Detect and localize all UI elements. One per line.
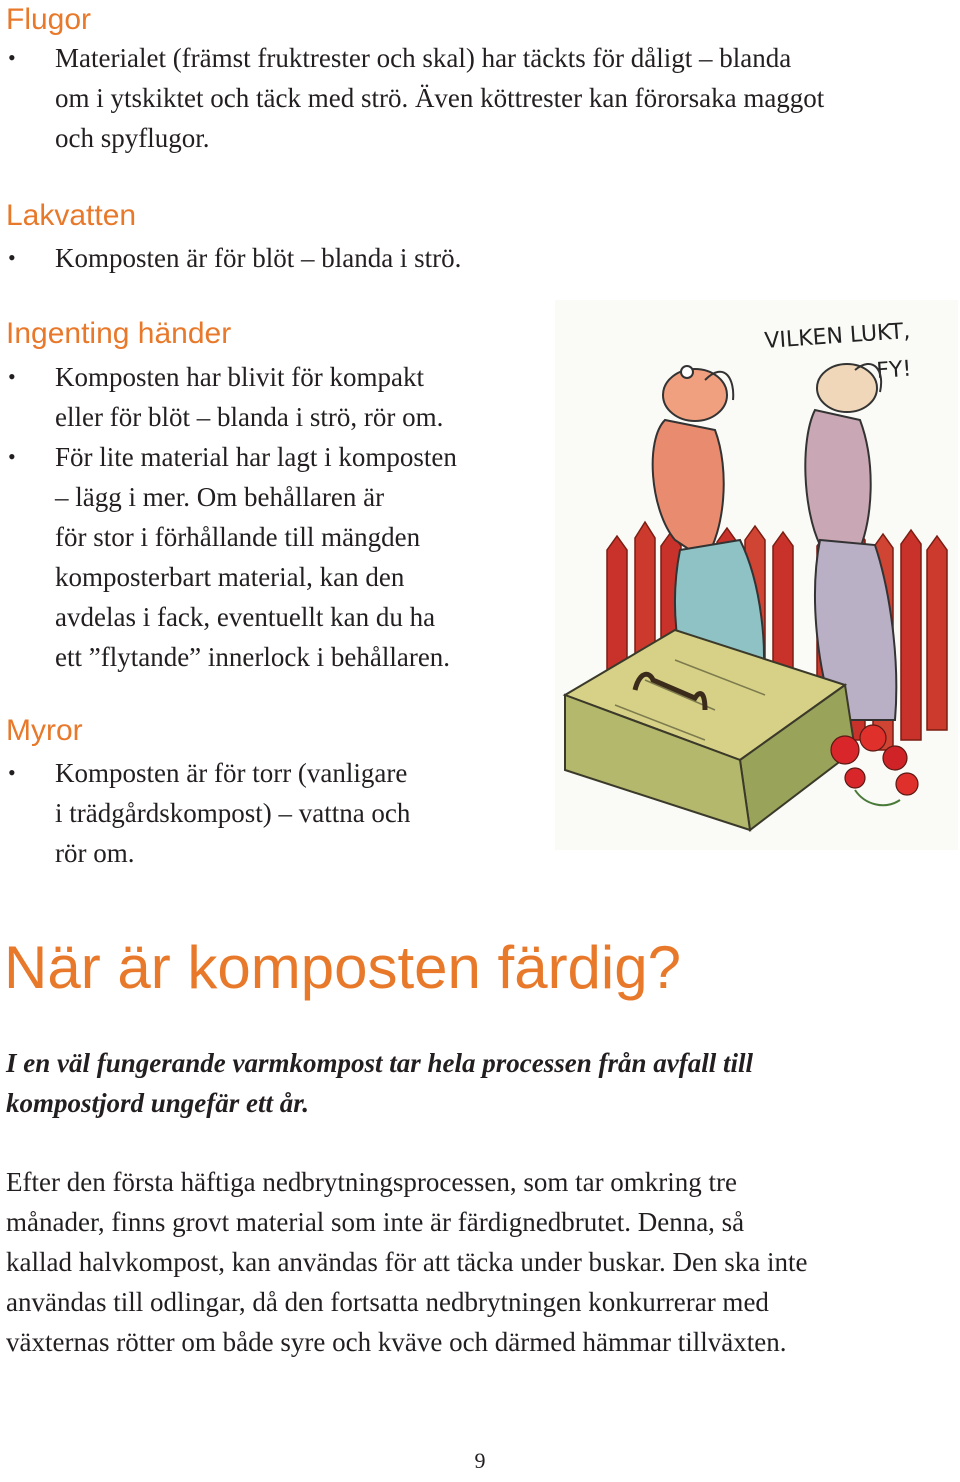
speech-caption-line2: FY!	[875, 356, 913, 384]
bullet-list-flugor	[0, 38, 824, 158]
text-line: Efter den första häftiga nedbrytningsprocessen, som tar omkring tre	[6, 1167, 738, 1197]
bullet-text	[55, 753, 410, 873]
bullet-text	[55, 357, 457, 437]
body-paragraph	[6, 1162, 808, 1362]
text-line: i trädgårdskompost) – vattna och	[55, 798, 411, 828]
bullet-icon: •	[8, 364, 16, 389]
text-line: Komposten har blivit för kompakt	[55, 362, 424, 392]
text-line: Komposten är för torr (vanligare	[55, 758, 408, 788]
bullet-icon: •	[8, 245, 16, 270]
text-line: användas till odlingar, då den fortsatta nedbrytningen konkurrerar med	[6, 1287, 769, 1317]
list-item	[0, 238, 461, 278]
list-item	[0, 437, 457, 677]
bullet-icon: •	[8, 444, 16, 469]
heading-flugor: Flugor	[6, 3, 92, 36]
list-item	[0, 357, 457, 437]
text-line: rör om.	[55, 838, 135, 868]
text-line: växternas rötter om både syre och kväve och därmed hämmar tillväxten.	[6, 1327, 787, 1357]
text-line: eller för blöt – blanda i strö, rör om.	[55, 402, 444, 432]
bullet-text	[55, 238, 461, 278]
heading-myror: Myror	[6, 714, 83, 747]
bullet-list-myror	[0, 753, 410, 873]
text-line: avdelas i fack, eventuellt kan du ha	[55, 602, 436, 632]
compost-cartoon-illustration	[555, 300, 958, 850]
heading-lakvatten: Lakvatten	[6, 199, 137, 232]
bullet-icon: •	[8, 45, 16, 70]
heading-ingenting-hander: Ingenting händer	[6, 317, 232, 350]
speech-caption-line1: VILKEN LUKT,	[763, 318, 912, 354]
bullet-list-ingenting-hander	[0, 357, 457, 677]
bullet-list-lakvatten	[0, 238, 461, 278]
text-line: komposterbart material, kan den	[55, 562, 405, 592]
main-heading: När är komposten färdig?	[4, 934, 681, 1001]
text-line: och spyflugor.	[55, 123, 210, 153]
bullet-icon: •	[8, 760, 16, 785]
text-line: kallad halvkompost, kan användas för att täcka under buskar. Den ska inte	[6, 1247, 808, 1277]
text-line: ett ”flytande” innerlock i behållaren.	[55, 642, 451, 672]
text-line: För lite material har lagt i komposten	[55, 442, 457, 472]
text-line: månader, finns grovt material som inte är färdignedbrutet. Denna, så	[6, 1207, 745, 1237]
bullet-text	[55, 38, 824, 158]
text-line: kompostjord ungefär ett år.	[6, 1088, 310, 1118]
text-line: Materialet (främst fruktrester och skal) har täckts för dåligt – blanda	[55, 43, 792, 73]
text-line: Komposten är för blöt – blanda i strö.	[55, 243, 462, 273]
list-item	[0, 38, 824, 158]
text-line: om i ytskiktet och täck med strö. Även köttrester kan förorsaka maggot	[55, 83, 825, 113]
text-line: – lägg i mer. Om behållaren är	[55, 482, 385, 512]
lead-paragraph	[6, 1043, 753, 1123]
text-line: I en väl fungerande varmkompost tar hela processen från avfall till	[6, 1048, 754, 1078]
page-number: 9	[474, 1448, 486, 1473]
text-line: för stor i förhållande till mängden	[55, 522, 421, 552]
bullet-text	[55, 437, 457, 677]
list-item	[0, 753, 410, 873]
